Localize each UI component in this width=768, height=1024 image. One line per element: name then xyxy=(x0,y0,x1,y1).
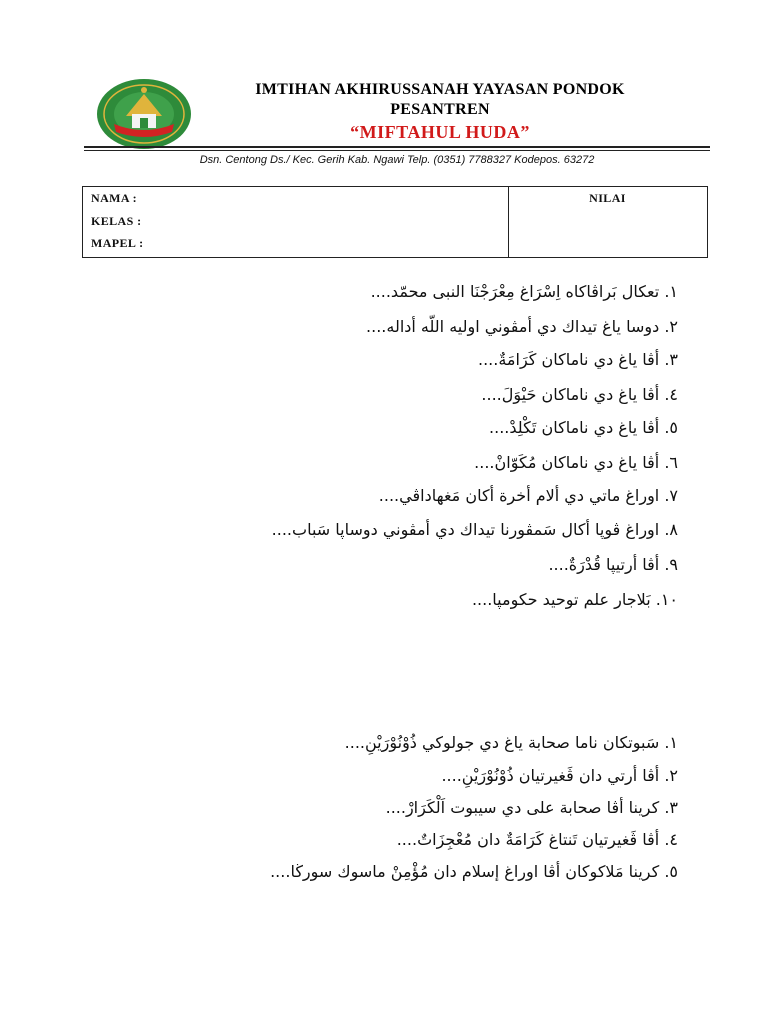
question-2-3: ٣. كرينا أڤا صحابة على دي سيبوت اَلْكَرَارْ.... xyxy=(385,798,678,817)
question-1-6: ٦. أڤا ياغ دي ناماكان مُكَوّانْ.... xyxy=(474,453,678,472)
question-1-1: ١. تعكال بَراڤاكاه اِسْرَاغ مِعْرَجْنَا النبى محمّد.... xyxy=(370,282,678,301)
question-1-10: ١٠. بَلاجار علم توحيد حكومڽا.... xyxy=(471,590,678,609)
header-rule-thick xyxy=(84,146,710,148)
pesantren-seal-icon xyxy=(96,78,192,150)
student-identity-box xyxy=(82,186,708,258)
question-1-9: ٩. أڤا أرتيڽا قُدْرَةٌ.... xyxy=(548,555,678,574)
exam-title-line1: IMTIHAN AKHIRUSSANAH YAYASAN PONDOK xyxy=(255,81,625,98)
exam-title xyxy=(190,80,690,120)
nama-label: NAMA : xyxy=(91,191,138,205)
exam-title-line2: PESANTREN xyxy=(390,101,490,118)
question-1-8: ٨. اوراغ ڤوڽا أكال سَمڤورنا تيداك دي أمڤوني دوساڽا سَباب.... xyxy=(271,520,678,539)
question-1-7: ٧. اوراغ ماتي دي ألام أخرة أكان مَغهاداڤي.... xyxy=(378,486,678,505)
question-1-4: ٤. أڤا ياغ دي ناماكان حَيْوَلَ.... xyxy=(481,385,678,404)
mapel-label: MAPEL : xyxy=(91,236,144,250)
question-1-5: ٥. أڤا ياغ دي ناماكان تَكْلِدْ.... xyxy=(489,418,678,437)
question-1-3: ٣. أڤا ياغ دي ناماكان كَرَامَةٌ.... xyxy=(478,350,678,369)
question-2-2: ٢. أڤا أرتي دان ڤَغيرتيان ذُوْنُوْرَيْنِ.... xyxy=(441,766,678,785)
question-1-2: ٢. دوسا ياغ تيداك دي أمڤوني اوليه اللّه أداله.... xyxy=(366,317,678,336)
question-2-4: ٤. أڤا ڤَغيرتيان تَنتاغ كَرَامَةٌ دان مُعْجِزَاتٌ.... xyxy=(396,830,678,849)
nilai-label: NILAI xyxy=(589,191,626,205)
kelas-label: KELAS : xyxy=(91,214,142,228)
question-2-1: ١. سَبوتكان ناما صحابة ياغ دي جولوكي ذُوْنُوْرَيْنِ.... xyxy=(344,733,678,752)
question-2-5: ٥. كرينا مَلاكوكان أڤا اوراغ إسلام دان مُؤْمِنْ ماسوك سورڬا.... xyxy=(270,862,678,881)
school-logo xyxy=(96,78,192,150)
school-name: “MIFTAHUL HUDA” xyxy=(350,122,530,142)
school-address: Dsn. Centong Ds./ Kec. Gerih Kab. Ngawi Telp. (0351) 7788327 Kodepos. 63272 xyxy=(199,154,595,166)
header-rule-thin xyxy=(84,150,710,151)
